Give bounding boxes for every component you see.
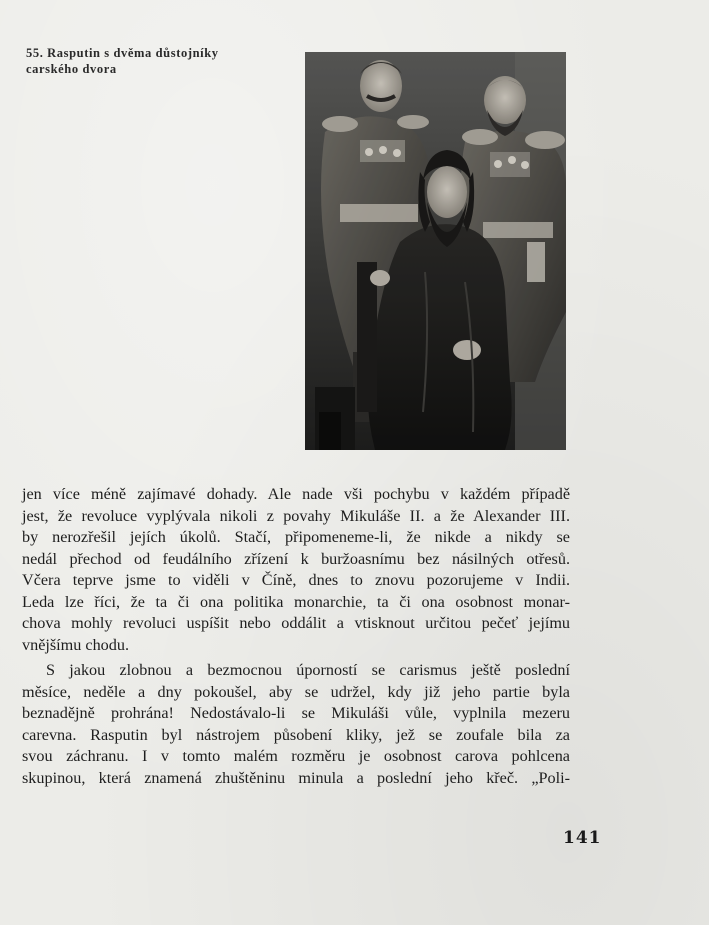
text-line: beznadějně prohrána! Nedostávalo-li se Mikuláši vůle, vyplnila mezeru xyxy=(22,704,570,722)
text-line: vnějšímu chodu. xyxy=(22,635,130,654)
page-number: 141 xyxy=(563,828,602,848)
paragraph-1 xyxy=(22,484,570,656)
text-line: Leda lze říci, že ta či ona politika monarchie, ta či ona osobnost monar- xyxy=(22,592,570,611)
text-line: nedál přechod od feudálního zřízení k buržoasnímu bez násilných otřesů. xyxy=(22,549,570,568)
portrait-photo xyxy=(305,52,566,450)
text-line: měsíce, neděle a dny pokoušel, aby se udržel, kdy již jeho partie byla xyxy=(22,682,570,701)
caption-line-1: 55. Rasputin s dvěma důstojníky xyxy=(26,46,219,60)
text-line: by nerozřešil jejích úkolů. Stačí, připomeneme-li, že nikde a nikdy se xyxy=(22,528,570,546)
photo-illustration xyxy=(305,52,566,450)
text-line: jest, že revoluce vyplývala nikoli z povahy Mikuláše II. a že Alexander III. xyxy=(22,506,570,525)
text-line: Včera teprve jsme to viděli v Číně, dnes to znovu pozorujeme v Indii. xyxy=(22,571,570,589)
caption-line-2: carského dvora xyxy=(26,62,117,76)
body-text xyxy=(22,484,570,789)
photo-caption xyxy=(26,45,276,77)
text-line: S jakou zlobnou a bezmocnou úporností se carismus ještě poslední xyxy=(46,661,570,679)
text-line: svou záchranu. I v tomto malém rozměru je osobnost carova pohlcena xyxy=(22,747,570,765)
text-line: carevna. Rasputin byl nástrojem působení kliky, jež se zoufale bila za xyxy=(22,725,570,744)
text-line: jen více méně zajímavé dohady. Ale nade vši pochybu v každém případě xyxy=(22,485,570,503)
text-line: chova mohly revoluci uspíšit nebo oddálit a vtisknout určitou pečeť jejímu xyxy=(22,614,570,632)
paragraph-2 xyxy=(22,660,570,789)
text-line: skupinou, která znamená zhuštěninu minula a poslední jeho křeč. „Poli- xyxy=(22,768,570,787)
